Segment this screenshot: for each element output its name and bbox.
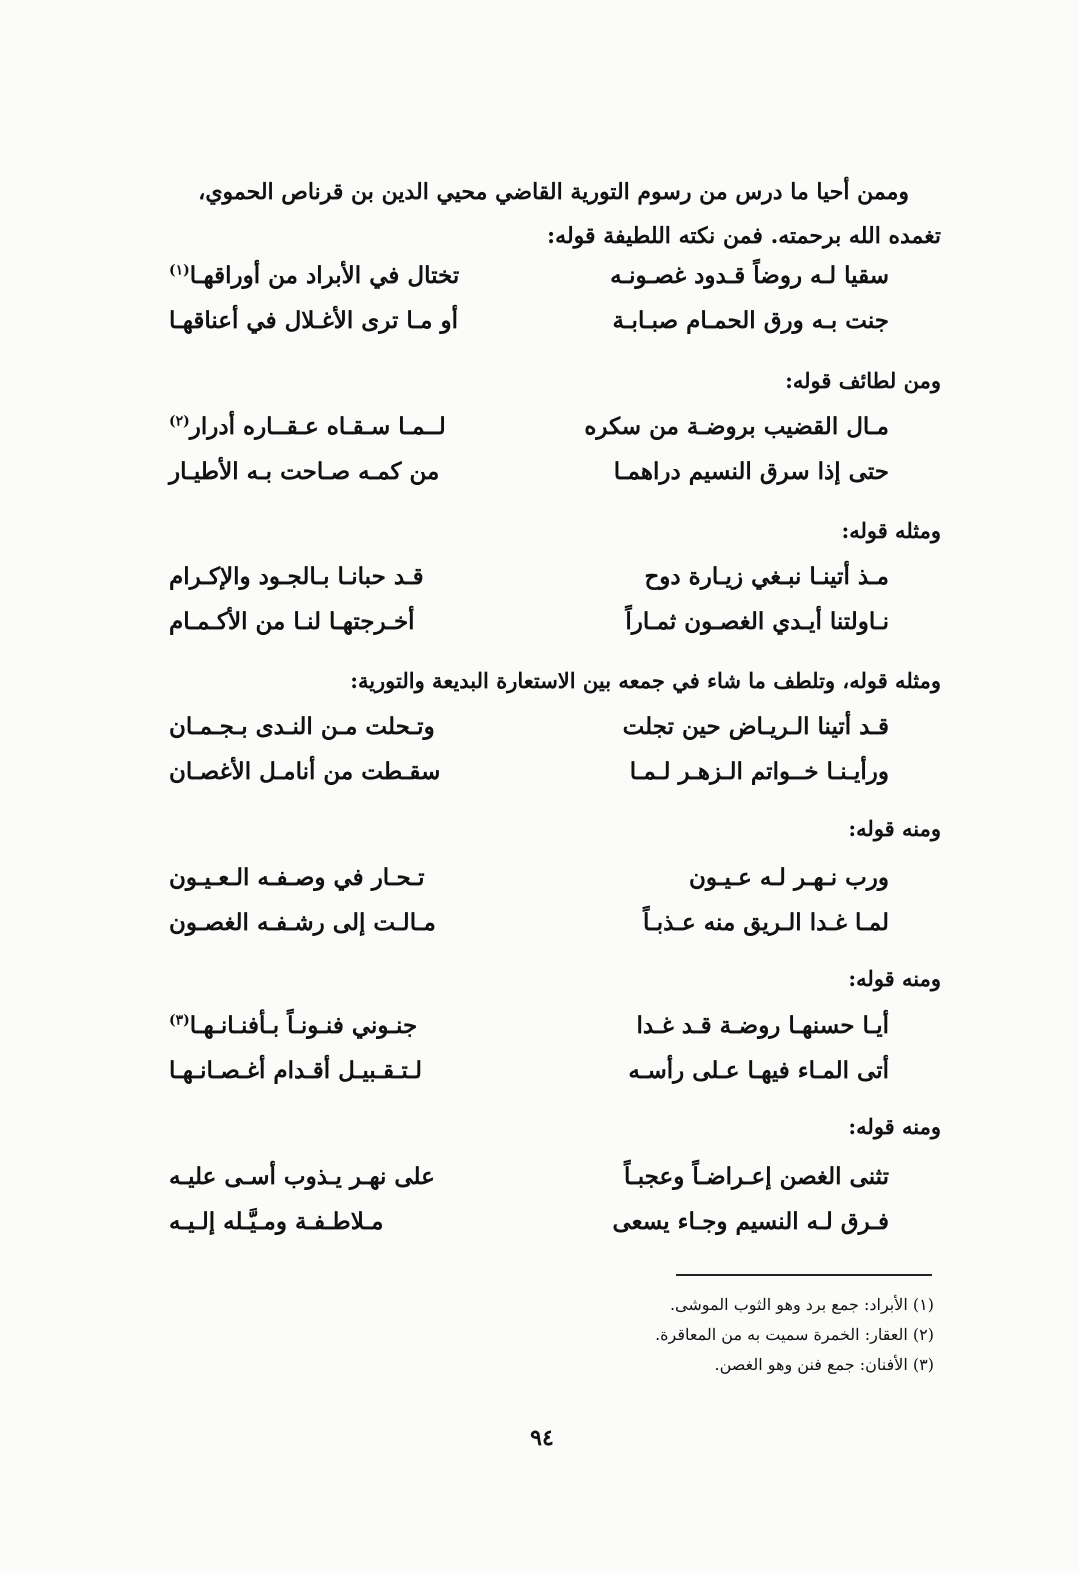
page-number: ٩٤ bbox=[530, 1425, 554, 1451]
footnote-marker: (٣) bbox=[169, 1012, 190, 1029]
footnote: (١) الأبراد: جمع برد وهو الثوب الموشى. bbox=[669, 1295, 934, 1314]
intro-line: وممن أحيا ما درس من رسوم التورية القاضي محيي الدين بن قرناص الحموي، bbox=[198, 179, 909, 205]
footnote: (٢) العقار: الخمرة سميت به من المعاقرة. bbox=[655, 1325, 934, 1344]
hemistich-text: تختال في الأبراد من أوراقهـا bbox=[189, 262, 460, 289]
verse-line bbox=[169, 307, 889, 352]
first-hemistich: جنت بـه ورق الحمـام صبـابـة bbox=[612, 307, 889, 334]
second-hemistich: أو مـا ترى الأغـلال في أعناقهـا bbox=[169, 307, 458, 334]
poem-stanza bbox=[169, 1012, 889, 1102]
first-hemistich: لمـا غـدا الـريق منه عـذبـاً bbox=[643, 909, 889, 936]
second-hemistich: تـحـار في وصـفـه الـعـيـون bbox=[169, 864, 425, 891]
verse-line bbox=[169, 758, 889, 803]
second-hemistich: مـالـت إلى رشـفـه الغصـون bbox=[169, 909, 436, 936]
footnote: (٣) الأفنان: جمع فنن وهو الغصن. bbox=[714, 1355, 934, 1374]
poem-stanza bbox=[169, 262, 889, 352]
first-hemistich: سقيا لـه روضاً قـدود غصـونـه bbox=[610, 262, 889, 289]
second-hemistich: أخـرجتهـا لنـا من الأكـمـام bbox=[169, 608, 415, 635]
first-hemistich: فـرق لـه النسيم وجـاء يسعى bbox=[612, 1208, 889, 1235]
verse-line bbox=[169, 458, 889, 503]
verse-line bbox=[169, 563, 889, 608]
verse-line bbox=[169, 864, 889, 909]
section-heading: ومنه قوله: bbox=[848, 966, 941, 991]
first-hemistich: مـال القضيب بروضـة من سكره bbox=[584, 413, 889, 440]
hemistich-text: لــمـا سـقـاه عـقــاره أدرار bbox=[189, 413, 446, 440]
first-hemistich: تثنى الغصن إعـراضـاً وعجبـاً bbox=[624, 1163, 889, 1190]
second-hemistich: لـتـقـبيـل أقـدام أغـصـانـهـا bbox=[169, 1057, 423, 1084]
poem-stanza bbox=[169, 563, 889, 653]
intro-line: تغمده الله برحمته. فمن نكته اللطيفة قوله: bbox=[547, 223, 941, 249]
first-hemistich: ورأيـنـا خــواتم الـزهـر لـمـا bbox=[629, 758, 889, 785]
first-hemistich: ورب نـهـر لـه عـيـون bbox=[688, 864, 889, 891]
section-heading: ومن لطائف قوله: bbox=[785, 368, 941, 393]
first-hemistich: مـذ أتينـا نبـغي زيـارة دوح bbox=[644, 563, 889, 590]
section-heading: ومثله قوله: bbox=[841, 518, 941, 543]
hemistich-text: جنـوني فنـونـاً بـأفنـانـهـا bbox=[189, 1012, 418, 1039]
second-hemistich: من كمـه صـاحت بـه الأطيـار bbox=[169, 458, 440, 485]
verse-line bbox=[169, 1057, 889, 1102]
footnote-marker: (١) bbox=[169, 262, 190, 279]
second-hemistich: وتـحلت مـن النـدى بـجـمـان bbox=[169, 713, 435, 740]
verse-line bbox=[169, 413, 889, 458]
footnotes bbox=[655, 1290, 934, 1380]
section-heading: ومنه قوله: bbox=[848, 1114, 941, 1139]
verse-line bbox=[169, 608, 889, 653]
verse-line bbox=[169, 713, 889, 758]
second-hemistich bbox=[169, 262, 499, 289]
second-hemistich: مـلاطـفـة ومـيَّـله إلـيـه bbox=[169, 1208, 384, 1235]
poem-stanza bbox=[169, 713, 889, 803]
footnote-marker: (٢) bbox=[169, 413, 190, 430]
verse-line bbox=[169, 1208, 889, 1253]
poem-stanza bbox=[169, 1163, 889, 1253]
intro-paragraph bbox=[141, 170, 941, 258]
section-heading: ومنه قوله: bbox=[848, 816, 941, 841]
second-hemistich: على نهـر يـذوب أسـى عليـه bbox=[169, 1163, 435, 1190]
verse-line bbox=[169, 262, 889, 307]
verse-line bbox=[169, 909, 889, 954]
second-hemistich: سقـطت من أنامـل الأغصـان bbox=[169, 758, 441, 785]
poem-stanza bbox=[169, 864, 889, 954]
second-hemistich bbox=[169, 1012, 499, 1039]
first-hemistich: أتى المـاء فيهـا عـلى رأسـه bbox=[628, 1057, 889, 1084]
poem-stanza bbox=[169, 413, 889, 503]
first-hemistich: أيـا حسنهـا روضـة قـد غـدا bbox=[636, 1012, 889, 1039]
second-hemistich bbox=[169, 413, 499, 440]
first-hemistich: نـاولتنا أيـدي الغصـون ثمـاراً bbox=[625, 608, 889, 635]
verse-line bbox=[169, 1012, 889, 1057]
first-hemistich: قـد أتينا الـريـاض حين تجلت bbox=[622, 713, 889, 740]
section-heading: ومثله قوله، وتلطف ما شاء في جمعه بين الاستعارة البديعة والتورية: bbox=[350, 668, 941, 693]
footnote-divider bbox=[676, 1274, 932, 1277]
first-hemistich: حتى إذا سرق النسيم دراهمـا bbox=[613, 458, 889, 485]
verse-line bbox=[169, 1163, 889, 1208]
second-hemistich: قـد حبانـا بـالجـود والإكـرام bbox=[169, 563, 424, 590]
